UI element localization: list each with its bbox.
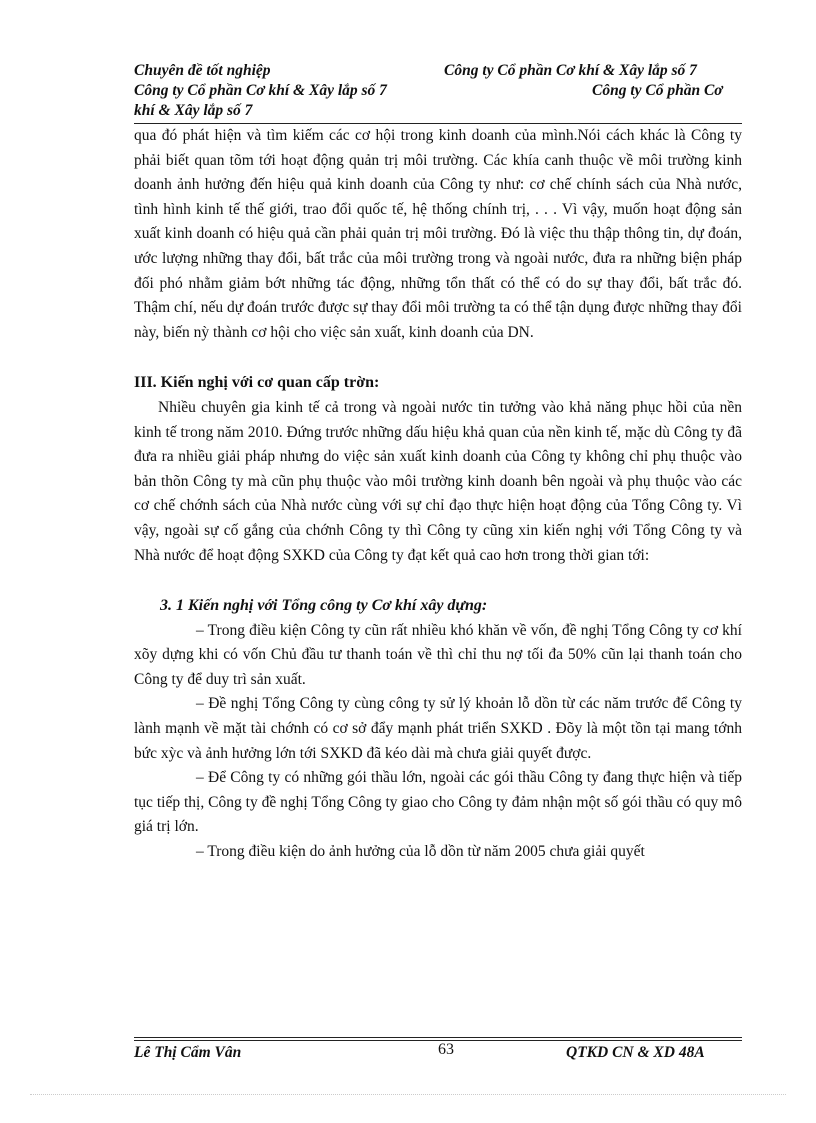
recommendation-item-1: – Trong điều kiện Công ty cũn rất nhiều khó khăn về vốn, đề nghị Tổng Công ty cơ khí xõy dựng khi có vốn Chủ đầu tư thanh toán về thì chỉ thu nợ tối đa 50% cũn lại thanh toán cho Công ty để duy trì sản xuất. [134,621,742,688]
page-edge-dotted-line [30,1094,786,1095]
recommendation-item-4: – Trong điều kiện do ảnh hưởng của lỗ dồn từ năm 2005 chưa giải quyết [196,843,645,861]
document-body [134,124,742,865]
paragraph-2: Nhiều chuyên gia kinh tế cả trong và ngoài nước tin tưởng vào khả năng phục hồi của nền kinh tế trong năm 2010. Đứng trước những dấu hiệu khả quan của nền kinh tế, mặc dù Công ty đã đưa ra nhiều giải pháp nhưng do việc sản xuất kinh doanh của Công ty không chỉ phụ thuộc vào bản thõn Công ty mà cũn phụ thuộc vào môi trường kinh doanh bên ngoài và phụ thuộc vào các cơ chế chớnh sách của Nhà nước cùng với sự chỉ đạo thực hiện hoạt động của Tổng Công ty. Vì vậy, ngoài sự cố gắng của chớnh Công ty thì Công ty cũng xin kiến nghị với Tổng Công ty và Nhà nước để hoạt động SXKD của Công ty đạt kết quả cao hơn trong thời gian tới: [134,398,742,564]
section-heading-iii: III. Kiến nghị với cơ quan cấp trờn: [134,374,380,392]
header-line3: khí & Xây lắp số 7 [134,102,253,119]
spacer [134,345,742,371]
footer-rule-top [134,1037,742,1038]
page-number: 63 [438,1041,454,1058]
footer-class: QTKD CN & XD 48A [566,1044,705,1061]
header-left-line2: Công ty Cổ phần Cơ khí & Xây lắp số 7 [134,82,387,99]
paragraph-1: qua đó phát hiện và tìm kiếm các cơ hội trong kinh doanh của mình.Nói cách khác là Công ty phải biết quan tõm tới hoạt động quản trị môi trường. Các khía canh thuộc về môi trường kinh doanh ảnh hưởng đến hiệu quả kinh doanh của Công ty như: cơ chế chính sách của Nhà nước, tình hình kinh tế thế giới, trao đổi quốc tế, hệ thống chính trị, . . . Vì vậy, muốn hoạt động sản xuất kinh doanh có hiệu quả cần phải quản trị môi trường. Đó là việc thu thập thông tin, dự đoán, ước lượng những thay đổi, bất trắc của môi trường trong và ngoài nước, đưa ra những biện pháp đối phó nhằm giảm bớt những tác động, những tổn thất có thể có do sự thay đổi, bất trắc đó. Thậm chí, nếu dự đoán trước được sự thay đổi môi trường ta có thể tận dụng được những thay đổi này, biến nỳ thành cơ hội cho việc sản xuất, kinh doanh của DN. [134,127,742,341]
header-left-line1: Chuyên đề tốt nghiệp [134,62,271,79]
footer-author: Lê Thị Cẩm Vân [134,1044,242,1061]
header-right-line2: Công ty Cổ phần Cơ [592,82,723,99]
header-right-line1: Công ty Cổ phần Cơ khí & Xây lắp số 7 [444,62,697,79]
spacer [134,568,742,594]
recommendation-item-2: – Đề nghị Tổng Công ty cùng công ty sử lý khoản lỗ dồn từ các năm trước để Công ty lành mạnh về mặt tài chớnh có cơ sở đẩy mạnh phát triển SXKD . Đõy là một tồn tại mang tớnh bức xỳc và ảnh hưởng lớn tới SXKD đã kéo dài mà chưa giải quyết được. [134,695,742,762]
recommendation-item-3: – Để Công ty có những gói thầu lớn, ngoài các gói thầu Công ty đang thực hiện và tiếp tục tiếp thị, Công ty đề nghị Tổng Công ty giao cho Công ty đảm nhận một số gói thầu có quy mô giá trị lớn. [134,769,742,836]
subsection-heading-3-1: 3. 1 Kiến nghị với Tổng công ty Cơ khí xây dựng: [160,597,488,615]
